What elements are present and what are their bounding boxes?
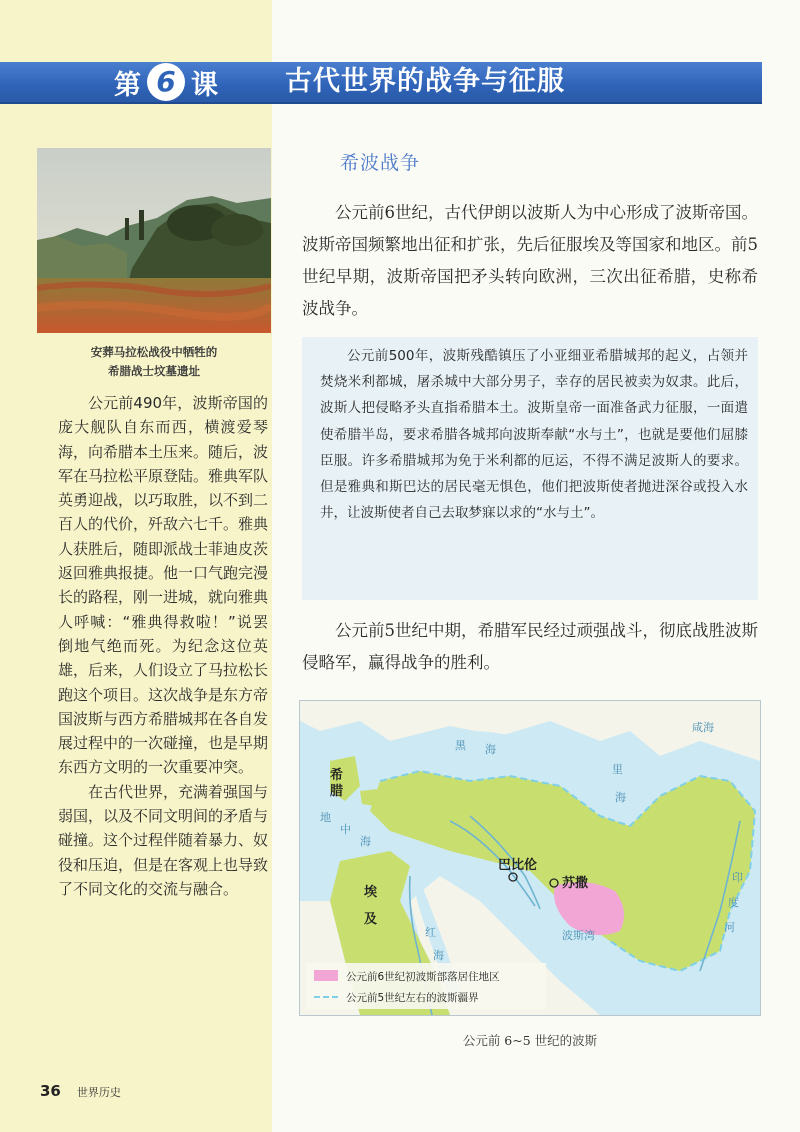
persia-map xyxy=(299,700,761,1016)
map-label-indus-2: 度 xyxy=(728,896,739,909)
map-label-med-2: 中 xyxy=(340,823,351,836)
legend-homeland-swatch xyxy=(314,970,338,981)
legend-border-label: 公元前5世纪左右的波斯疆界 xyxy=(346,992,479,1004)
map-label-susa: 苏撒 xyxy=(562,876,589,891)
section-heading: 希波战争 xyxy=(340,152,421,174)
lesson-title: 古代世界的战争与征服 xyxy=(285,66,565,97)
photo-image xyxy=(37,148,271,333)
map-caption: 公元前 6~5 世纪的波斯 xyxy=(462,1033,598,1048)
map-label-caspian-1: 里 xyxy=(612,763,623,776)
legend-homeland-label: 公元前6世纪初波斯部落居住地区 xyxy=(346,971,500,983)
lesson-prefix: 第 xyxy=(114,69,141,101)
lesson-banner xyxy=(0,62,762,104)
page-number: 36 xyxy=(40,1082,61,1100)
map-label-babylon: 巴比伦 xyxy=(498,858,538,873)
map-label-gulf: 波斯湾 xyxy=(562,929,595,942)
map-graphic xyxy=(300,701,760,1015)
map-legend xyxy=(306,963,546,1009)
book-title: 世界历史 xyxy=(76,1086,121,1099)
reading-box-text: 公元前500年，波斯残酷镇压了小亚细亚希腊城邦的起义，占领并焚烧米利都城，屠杀城中大部分男子，幸存的居民被卖为奴隶。此后，波斯人把侵略矛头直指希腊本土。波斯皇帝一面准备武力征服，一面遣使希腊半岛，要求希腊各城邦向波斯奉献“水与土”，也就是要他们屈膝臣服。许多希腊城邦为免于米利都的厄运，不得不满足波斯人的要求。但是雅典和斯巴达的居民毫无惧色，他们把波斯使者抛进深谷或投入水井，让波斯使者自己去取梦寐以求的“水与土”。 xyxy=(320,348,748,522)
photo-caption xyxy=(40,343,268,381)
map-label-med-3: 海 xyxy=(360,835,371,848)
lesson-suffix: 课 xyxy=(191,69,218,101)
map-label-med-1: 地 xyxy=(320,811,331,824)
map-greece-islands xyxy=(360,789,378,806)
lesson-number: 6 xyxy=(147,63,185,101)
map-label-caspian-2: 海 xyxy=(615,791,626,804)
map-label-greece-1: 希 xyxy=(330,768,344,783)
sidebar-paragraph-2: 在古代世界，充满着强国与弱国，以及不同文明间的矛盾与碰撞。这个过程伴随着暴力、奴役和压迫，但是在客观上也导致了不同文化的交流与融合。 xyxy=(58,782,269,898)
main-paragraph-1-text: 公元前6世纪，古代伊朗以波斯人为中心形成了波斯帝国。波斯帝国频繁地出征和扩张，先后征服埃及等国家和地区。前5世纪早期，波斯帝国把矛头转向欧洲，三次出征希腊，史称希波战争。 xyxy=(302,203,758,318)
map-label-greece-2: 腊 xyxy=(330,784,344,799)
photo-caption-line2: 希腊战士坟墓遗址 xyxy=(108,364,200,378)
sidebar-story xyxy=(58,391,268,901)
main-paragraph-1 xyxy=(302,197,758,325)
photo-caption-line1: 安葬马拉松战役中牺牲的 xyxy=(90,345,218,359)
main-paragraph-2 xyxy=(302,615,758,679)
map-label-black-sea-1: 黑 xyxy=(455,739,466,752)
map-label-black-sea-2: 海 xyxy=(485,743,496,756)
map-label-aral: 咸海 xyxy=(692,721,714,734)
map-label-egypt-2: 及 xyxy=(364,912,378,927)
map-label-indus-1: 印 xyxy=(732,871,743,884)
map-label-red-sea-1: 红 xyxy=(425,926,436,939)
lesson-label xyxy=(114,65,218,101)
map-label-egypt-1: 埃 xyxy=(364,885,378,900)
marathon-tomb-photo xyxy=(37,148,271,333)
map-label-red-sea-2: 海 xyxy=(433,949,444,962)
map-label-indus-3: 河 xyxy=(724,921,735,934)
main-paragraph-2-text: 公元前5世纪中期，希腊军民经过顽强战斗，彻底战胜波斯侵略军，赢得战争的胜利。 xyxy=(302,621,758,672)
reading-box xyxy=(302,337,758,600)
sidebar-paragraph-1: 公元前490年，波斯帝国的庞大舰队自东而西，横渡爱琴海，向希腊本土压来。随后，波军在马拉松平原登陆。雅典军队英勇迎战，以巧取胜，以不到二百人的代价，歼敌六七千。雅典人获胜后，随即派战士菲迪皮茨返回雅典报捷。他一口气跑完漫长的路程，刚一进城，就向雅典人呼喊：“雅典得救啦！”说罢倒地气绝而死。为纪念这位英雄，后来，人们设立了马拉松长跑这个项目。这次战争是东方帝国波斯与西方希腊城邦在各自发展过程中的一次碰撞，也是早期东西方文明的一次重要冲突。 xyxy=(58,394,269,777)
page-footer xyxy=(40,1082,121,1100)
